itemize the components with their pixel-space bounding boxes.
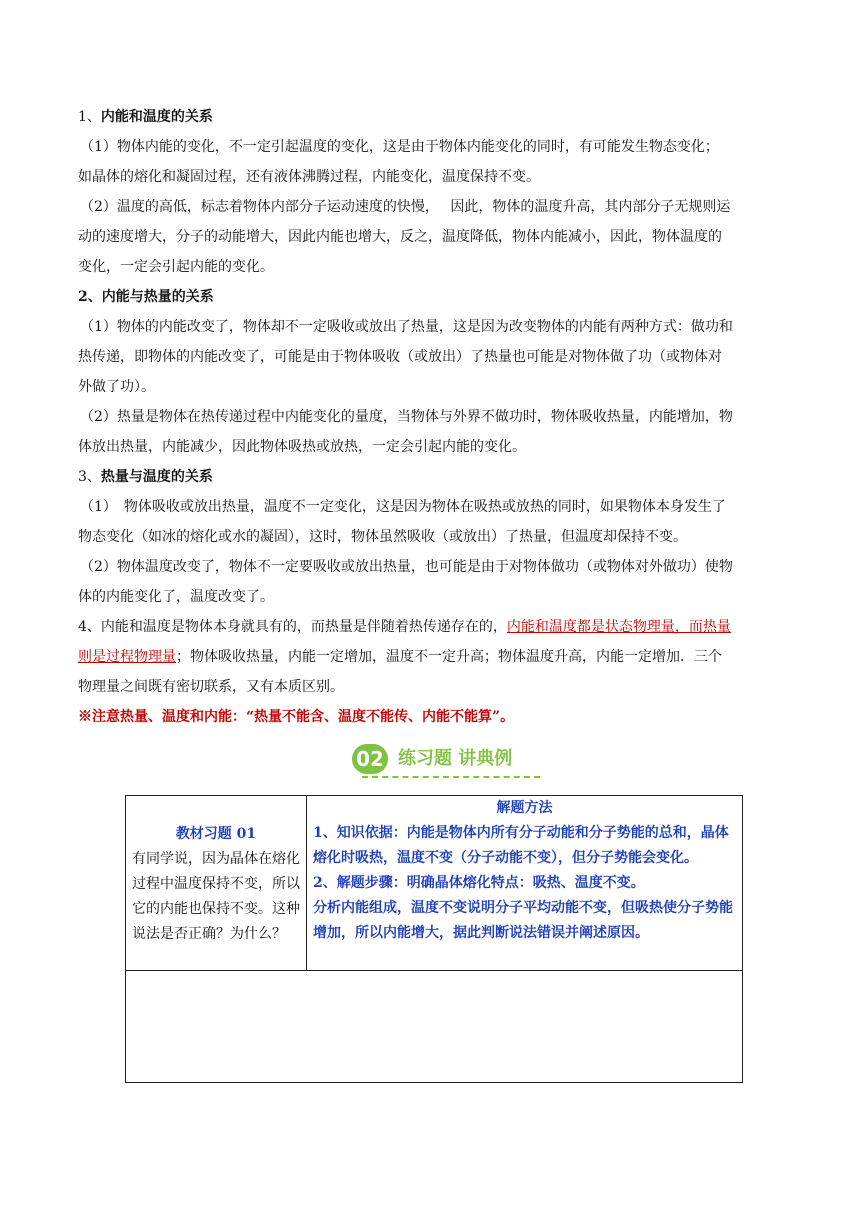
section-1-para-2-line-1: （2）温度的高低，标志着物体内部分子运动速度的快慢， 因此，物体的温度升高，其内部分子无规则运 [80,199,731,215]
section-3-para-1-line-2: 物态变化（如冰的熔化或水的凝固），这时，物体虽然吸收（或放出）了热量，但温度却保持不变。 [78,529,687,545]
section-4-line-1 [78,612,794,642]
section-4-line-2 [78,642,794,672]
section-1-number: 1、 [78,109,101,125]
section-1-para-2-line-2: 动的速度增大，分子的动能增大，因此内能也增大，反之，温度降低，物体内能减小，因此，物体温度的 [78,229,722,245]
banner-dashed-underline [362,776,540,778]
section-1-para-1-line-2: 如晶体的熔化和凝固过程，还有液体沸腾过程，内能变化，温度保持不变。 [78,169,540,185]
answer-row [126,971,743,1083]
section-3-para-2-line-1: （2）物体温度改变了，物体不一定要吸收或放出热量，也可能是由于对物体做功（或物体对外做功）使物 [80,559,733,575]
section-2-heading: 2、内能与热量的关系 [78,289,214,305]
section-3-title: 热量与温度的关系 [100,469,213,485]
solution-steps: 2、解题步骤：明确晶体熔化特点：吸热、温度不变。 [313,875,645,891]
section-4-text-cont: ；物体吸收热量，内能一定增加，温度不一定升高；物体温度升高，内能一定增加．三个 [176,649,722,665]
exercise-table [125,795,743,1083]
section-3-heading [78,462,794,492]
section-2-para-1-line-2: 热传递，即物体的内能改变了，可能是由于物体吸收（或放出）了热量也可能是对物体做了功（或物体对 [78,349,722,365]
section-banner-title: 练习题 讲典例 [398,748,513,769]
solution-method-cell [307,796,743,971]
exercise-title: 教材习题 01 [175,826,257,842]
section-2-para-2-line-2: 体放出热量，内能减少，因此物体吸热或放热，一定会引起内能的变化。 [78,439,526,455]
section-4-line-3: 物理量之间既有密切联系，又有本质区别。 [78,679,344,695]
solution-method-heading: 解题方法 [496,800,553,816]
section-2-para-1-line-1: （1）物体的内能改变了，物体却不一定吸收或放出了热量，这是因为改变物体的内能有两种方式：做功和 [80,319,733,335]
section-number-badge: 02 [352,744,388,774]
section-1-heading [78,102,794,132]
section-2-para-1-line-3: 外做了功）。 [78,379,155,395]
solution-knowledge-basis: 1、知识依据：内能是物体内所有分子动能和分子势能的总和，晶体熔化时吸热，温度不变（分子动能不变），但分子势能会变化。 [313,825,729,866]
section-3-number: 3、 [78,469,101,485]
section-3-para-1-line-1: （1） 物体吸收或放出热量，温度不一定变化，这是因为物体在吸热或放热的同时，如果物体本身发生了 [80,499,726,515]
solution-analysis: 分析内能组成，温度不变说明分子平均动能不变，但吸热使分子势能增加，所以内能增大，据此判断说法错误并阐述原因。 [313,900,733,941]
section-1-para-2-line-3: 变化，一定会引起内能的变化。 [78,259,274,275]
section-1-para-1-line-1: （1）物体内能的变化，不一定引起温度的变化，这是由于物体内能变化的同时，有可能发生物态变化； [80,139,719,155]
attention-note: ※注意热量、温度和内能：“热量不能含、温度不能传、内能不能算”。 [78,709,515,725]
section-3-para-2-line-2: 体的内能变化了，温度改变了。 [78,589,274,605]
section-4-text: 4、内能和温度是物体本身就具有的，而热量是伴随着热传递存在的， [78,619,507,635]
exercise-question: 有同学说，因为晶体在熔化过程中温度保持不变，所以它的内能也保持不变。这种说法是否正确？为什么？ [132,851,300,942]
section-banner [352,744,542,778]
section-1-title: 内能和温度的关系 [100,109,213,125]
exercise-question-cell [126,796,307,971]
answer-blank-cell[interactable] [126,971,743,1083]
section-4-highlight-cont: 则是过程物理量 [78,649,176,665]
section-4-highlight: 内能和温度都是状态物理量，而热量 [506,619,731,635]
exercise-row [126,796,743,971]
notes-content [78,102,794,732]
section-2-para-2-line-1: （2）热量是物体在热传递过程中内能变化的量度，当物体与外界不做功时，物体吸收热量，内能增加，物 [80,409,733,425]
